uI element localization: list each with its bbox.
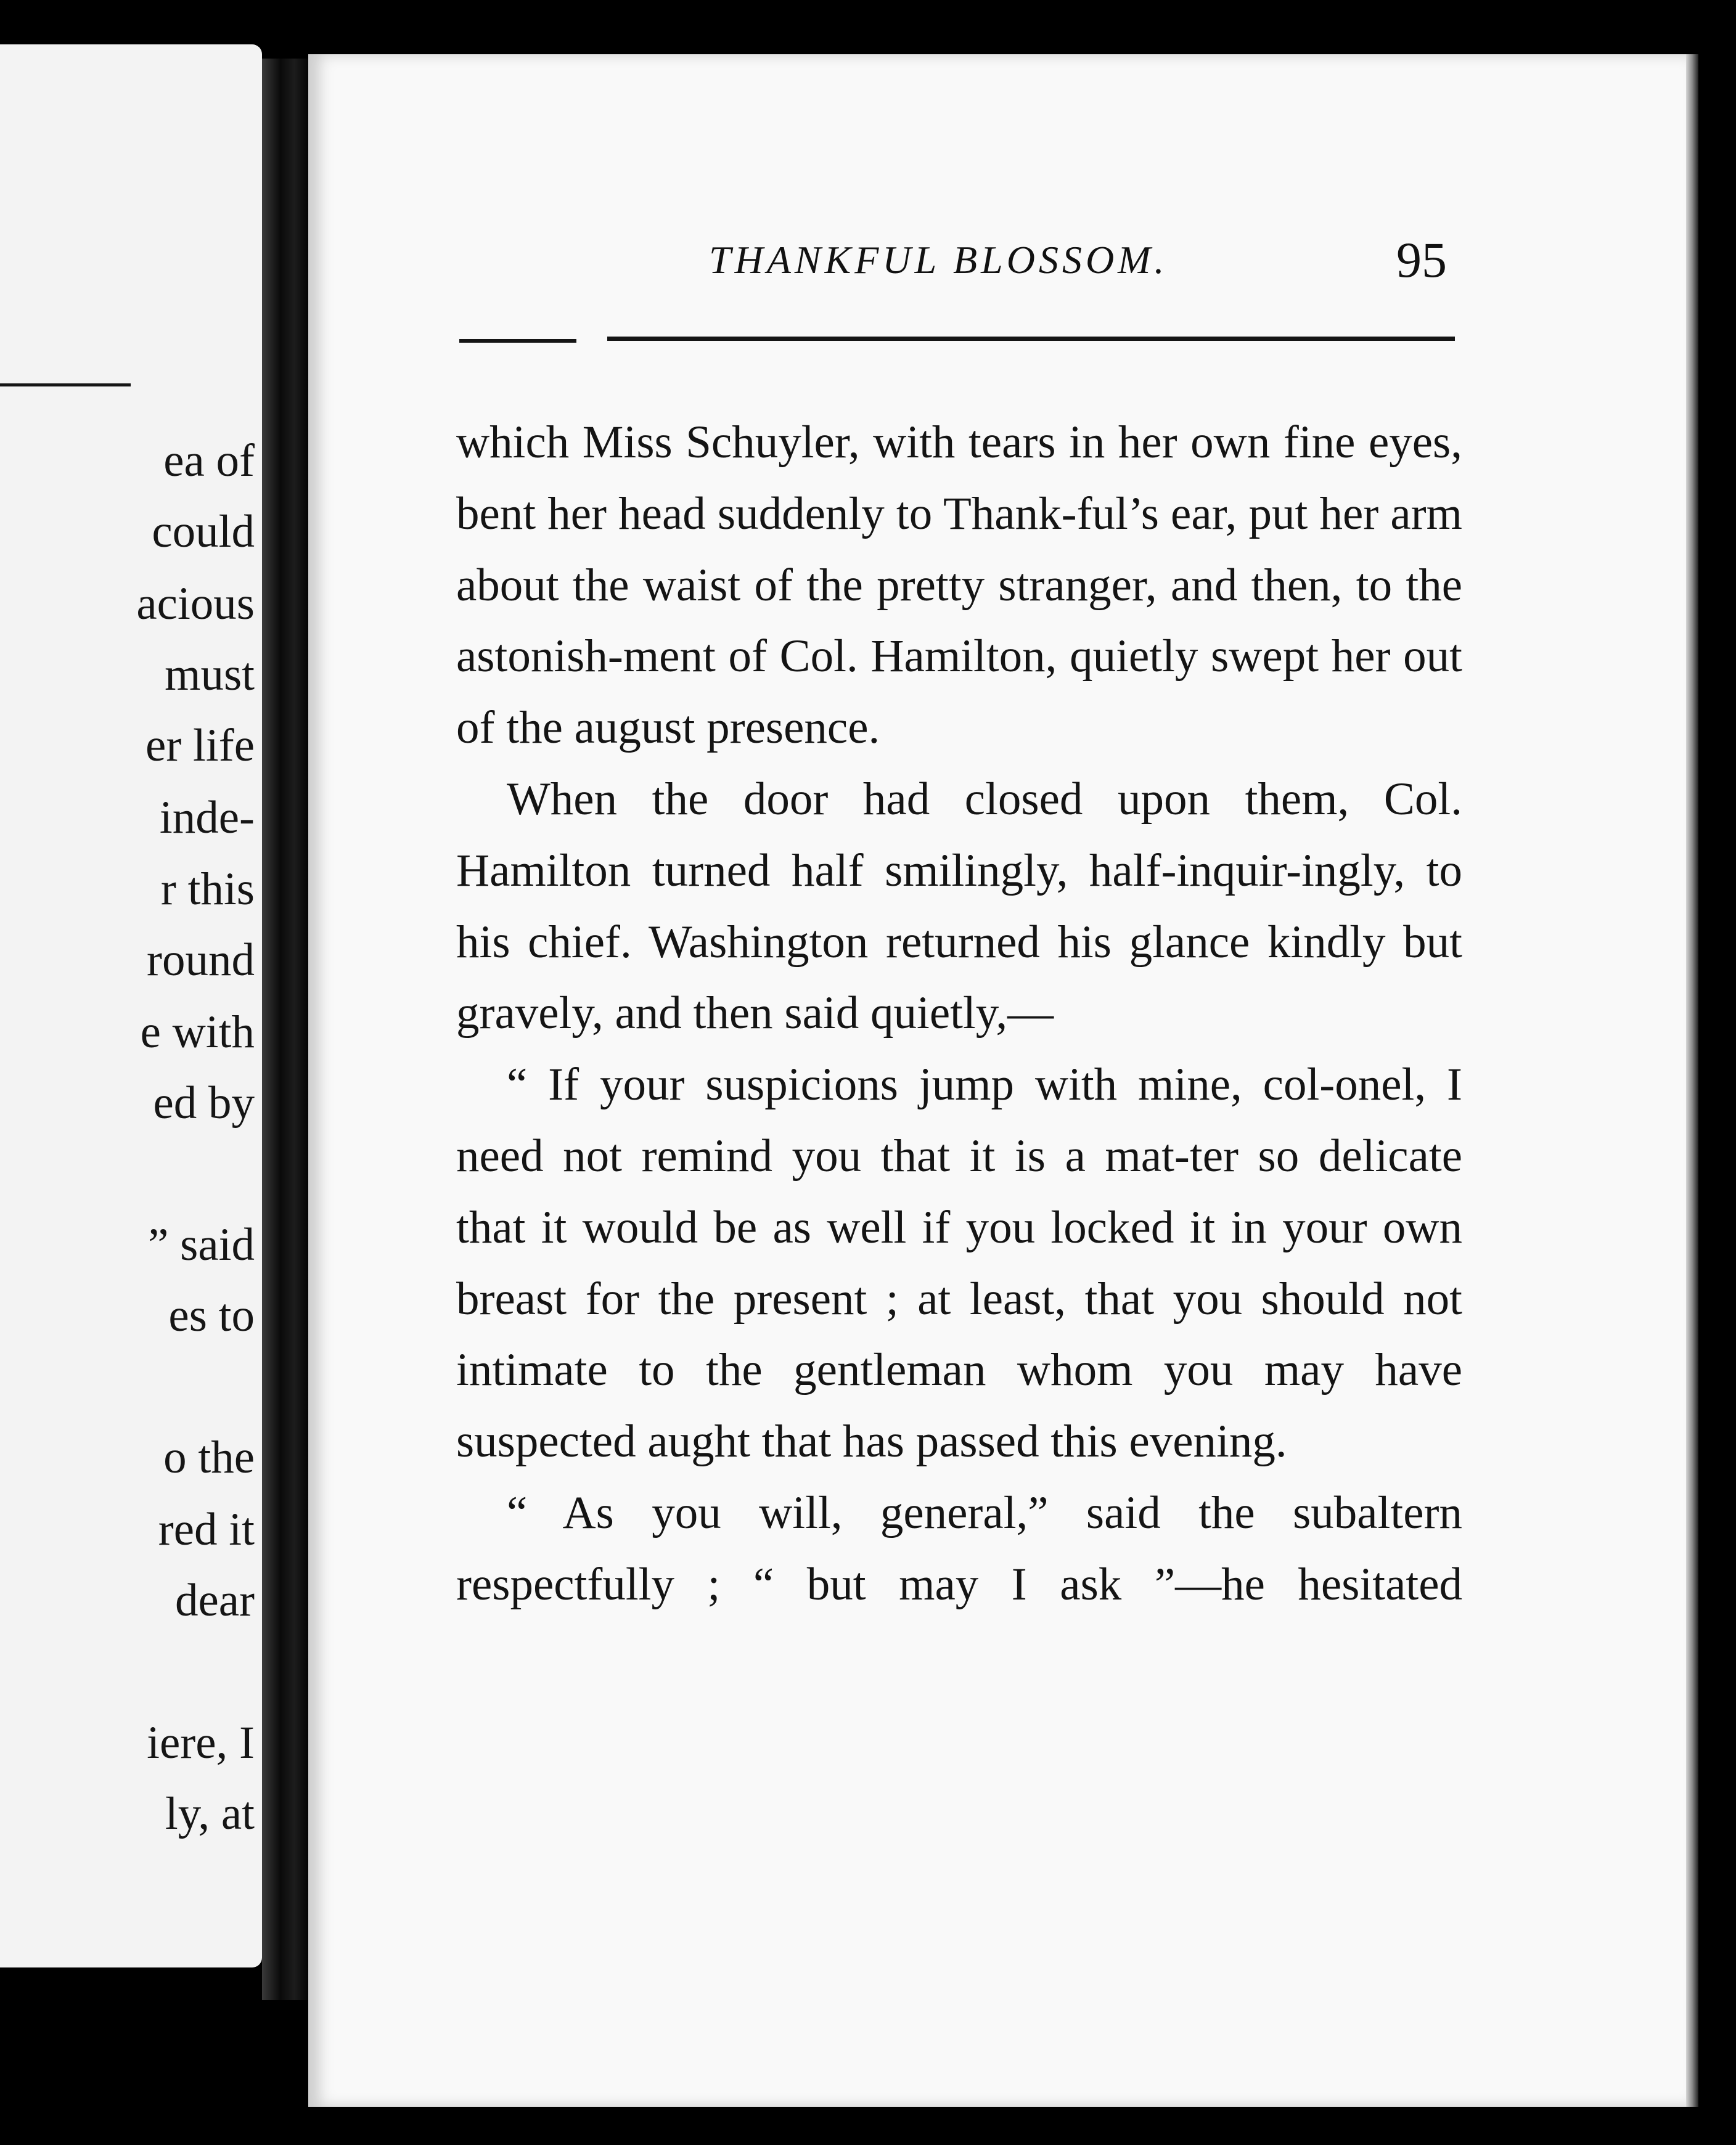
left-page-line: inde- xyxy=(159,792,255,843)
paragraph: which Miss Schuyler, with tears in her own fine eyes, bent her head suddenly to Thank-ful’s ear, put her arm about the waist of the pretty stranger, and then, to the astonish-ment of Col. Hamilton, quietly swept her out of the august presence. xyxy=(456,417,1462,754)
page-edge xyxy=(1686,54,1698,2107)
left-page-line: could xyxy=(152,506,255,557)
running-title: THANKFUL BLOSSOM. xyxy=(709,238,1168,282)
paragraph: When the door had closed upon them, Col. Hamilton turned half smilingly, half-inquir-ingly, to his chief. Washington returned his glance kindly but gravely, and then said quietly,— xyxy=(456,773,1462,1039)
left-page-rule xyxy=(0,383,131,386)
left-page-line: ly, at xyxy=(165,1788,255,1839)
left-page-line: round xyxy=(147,934,255,986)
left-page xyxy=(0,44,262,1967)
header-rule-long xyxy=(607,337,1455,341)
body-text xyxy=(456,407,1462,1620)
left-page-line: es to xyxy=(168,1290,255,1341)
left-page-line: red it xyxy=(158,1504,255,1555)
left-page-line: e with xyxy=(140,1007,255,1058)
left-page-line: must xyxy=(165,649,255,700)
left-page-line: o the xyxy=(163,1432,255,1483)
left-page-line: ea of xyxy=(163,435,255,486)
left-page-line: ” said xyxy=(148,1219,255,1270)
left-page-line: iere, I xyxy=(147,1717,255,1768)
left-page-line: ed by xyxy=(153,1077,255,1129)
left-page-line: dear xyxy=(174,1575,255,1626)
paragraph: “ As you will, general,” said the subaltern respectfully ; “ but may I ask ”—he hesitated xyxy=(456,1487,1462,1610)
left-page-line: er life xyxy=(145,720,255,771)
header-rule-short xyxy=(459,339,576,343)
left-page-line: r this xyxy=(160,864,255,915)
paragraph: “ If your suspicions jump with mine, col-onel, I need not remind you that it is a mat-ter so delicate that it would be as well if you locked it in your own breast for the present ; at least, that you should not intimate to the gentleman whom you may have suspected aught that has passed this evening. xyxy=(456,1059,1462,1468)
left-page-line: acious xyxy=(136,578,255,629)
book-gutter xyxy=(262,59,308,2000)
page-number: 95 xyxy=(1396,232,1447,288)
